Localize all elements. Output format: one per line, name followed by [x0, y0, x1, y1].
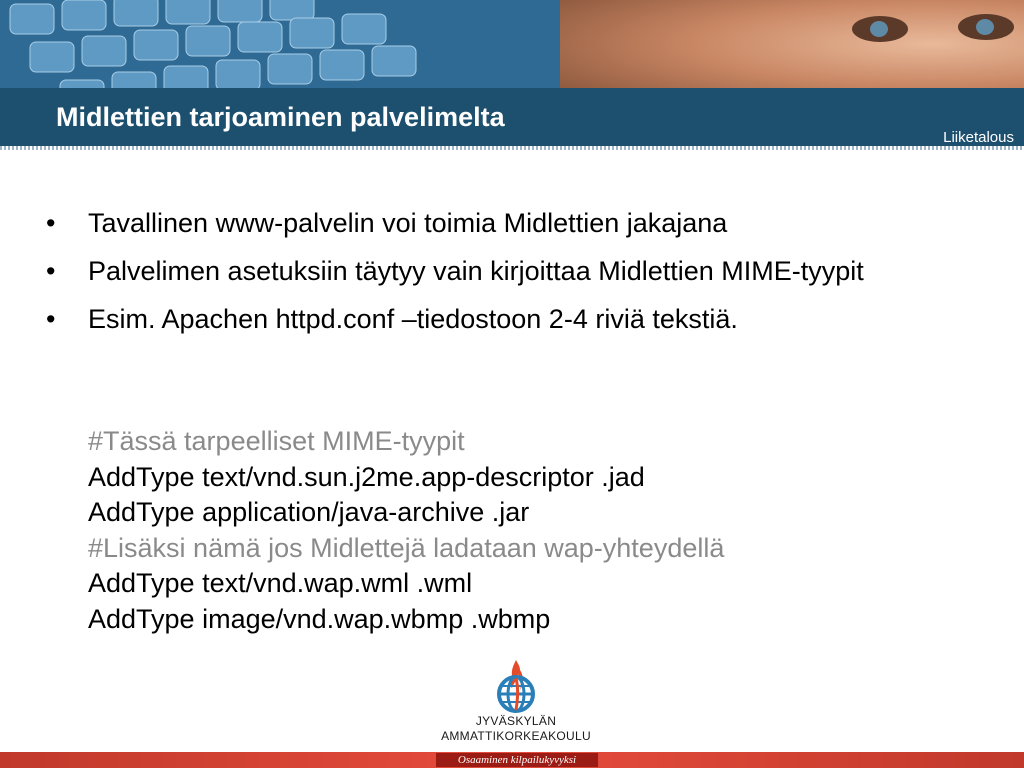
eye-right — [958, 14, 1014, 40]
bullet-item — [46, 253, 986, 289]
code-line: AddType text/vnd.sun.j2me.app-descriptor .jad — [88, 461, 645, 492]
bullet-icon: • — [46, 304, 56, 334]
globe-flame-icon — [426, 658, 606, 714]
logo-line-2: AMMATTIKORKEAKOULU — [441, 729, 591, 743]
slide-title: Midlettien tarjoaminen palvelimelta — [56, 102, 505, 132]
school-logo — [426, 658, 606, 748]
logo-wordmark — [426, 714, 606, 744]
bullet-text: Esim. Apachen httpd.conf –tiedostoon 2-4 riviä tekstiä. — [88, 304, 738, 334]
config-snippet — [88, 424, 988, 637]
slogan: Osaaminen kilpailukyvyksi — [436, 753, 598, 767]
code-line: AddType image/vnd.wap.wbmp .wbmp — [88, 603, 551, 634]
bullet-item — [46, 205, 986, 241]
bullet-item — [46, 301, 986, 337]
logo-line-1: JYVÄSKYLÄN — [475, 714, 557, 728]
code-line: AddType text/vnd.wap.wml .wml — [88, 568, 473, 598]
header-banner — [0, 0, 1024, 150]
code-line: AddType application/java-archive .jar — [88, 497, 530, 527]
header-dot-strip — [0, 146, 1024, 150]
bullet-list — [46, 205, 986, 349]
code-comment: #Tässä tarpeelliset MIME-tyypit — [88, 426, 465, 456]
bullet-icon: • — [46, 256, 56, 286]
bullet-text: Palvelimen asetuksiin täytyy vain kirjoittaa Midlettien MIME-tyypit — [88, 256, 864, 286]
section-tag: Liiketalous — [943, 129, 1014, 146]
code-comment: #Lisäksi nämä jos Midlettejä ladataan wap-yhteydellä — [88, 532, 725, 563]
bullet-text: Tavallinen www-palvelin voi toimia Midlettien jakajana — [88, 208, 728, 238]
bullet-icon: • — [46, 208, 56, 238]
eye-left — [852, 16, 908, 42]
